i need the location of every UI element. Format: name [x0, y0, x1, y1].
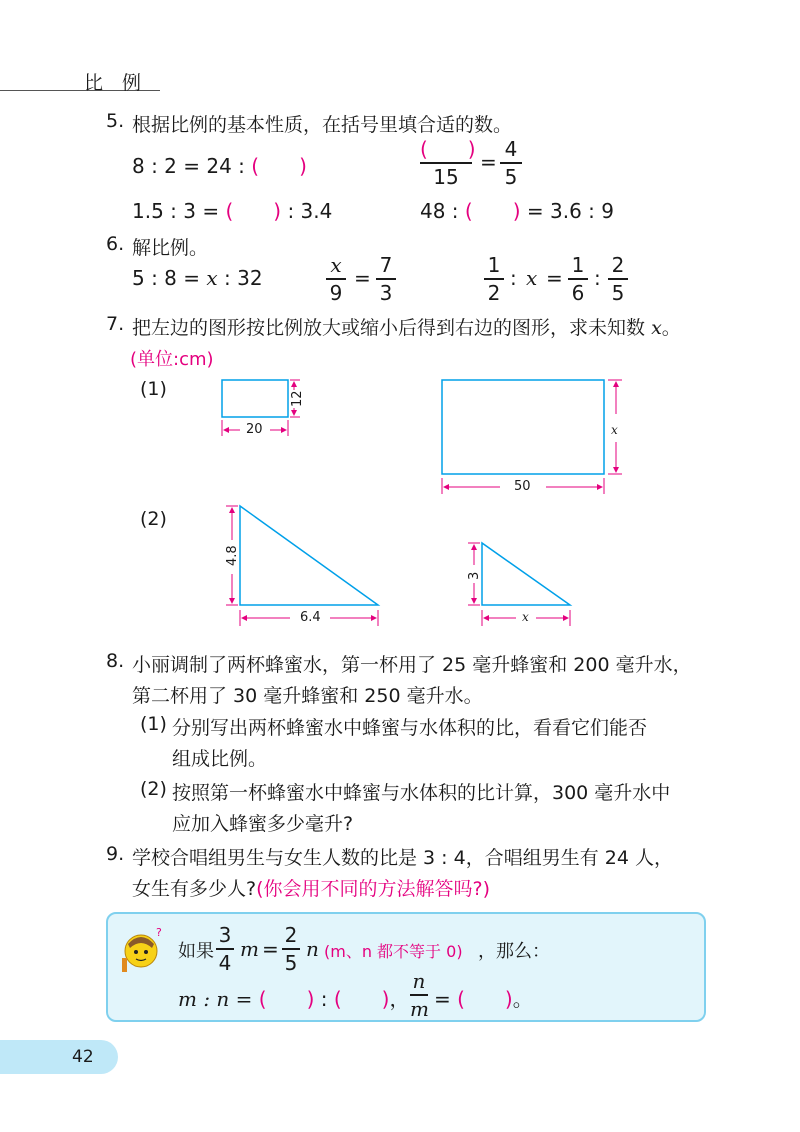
- q7-text-end: 。: [661, 317, 681, 339]
- fraction-bar: [216, 948, 234, 950]
- page-number: 42: [72, 1047, 94, 1067]
- q5-eq4-left: 48 :: [420, 199, 459, 223]
- q7-text-var: x: [651, 317, 662, 339]
- q6-eq2-den: 9: [329, 280, 343, 305]
- q5-eq1-blank[interactable]: ( ): [251, 154, 307, 178]
- tip-blank3[interactable]: ( ): [457, 987, 513, 1011]
- page-number-tab: [0, 1040, 118, 1074]
- tip-f3: [410, 970, 428, 1020]
- q8-line1: 小丽调制了两杯蜂蜜水，第一杯用了 25 毫升蜂蜜和 200 毫升水，: [132, 654, 692, 676]
- q7-text-main: 把左边的图形按比例放大或缩小后得到右边的图形，求未知数: [132, 317, 646, 339]
- header-title: 比 例: [84, 72, 142, 94]
- q6-eq1-a: 5 : 8 =: [132, 266, 201, 290]
- tip-f2: [282, 924, 300, 974]
- rect-small: [222, 380, 288, 417]
- q6-eq3-n1: 1: [487, 253, 501, 277]
- q6-eq2-rnum: 7: [379, 253, 393, 277]
- fraction-bar: [282, 948, 300, 950]
- svg-text:?: ?: [156, 926, 162, 939]
- q7-part2-label: (2): [140, 508, 167, 530]
- tip-f1-den: 4: [218, 950, 232, 975]
- q6-eq3-d1: 2: [487, 280, 501, 305]
- q8-part2-label: (2): [140, 778, 167, 800]
- q6-eq3-x: x: [526, 266, 538, 290]
- rect-small-height-label: 12: [290, 390, 305, 407]
- q5-eq4-right: = 3.6 : 9: [526, 199, 614, 223]
- rect-small-width-label: 20: [246, 422, 263, 437]
- q5-eq2-blank[interactable]: ( ): [420, 137, 476, 161]
- q6-eq3-d2: 6: [571, 280, 585, 305]
- q7-number: 7.: [106, 313, 125, 335]
- tip-blank2[interactable]: ( ): [333, 987, 390, 1011]
- q5-number: 5.: [106, 110, 125, 132]
- q8-part1-line1: 分别写出两杯蜂蜜水中蜂蜜与水体积的比，看看它们能否: [172, 717, 648, 739]
- triangle-large: [240, 506, 378, 605]
- tip-eq: =: [262, 937, 279, 961]
- tip-prefix: 如果: [178, 941, 214, 962]
- q8-part1-line2: 组成比例。: [172, 748, 268, 770]
- rect-large: [442, 380, 604, 474]
- q9-line1: 学校合唱组男生与女生人数的比是 3 : 4，合唱组男生有 24 人，: [132, 847, 673, 869]
- tip-eq2: =: [434, 987, 451, 1011]
- q8-part2-line1: 按照第一杯蜂蜜水中蜂蜜与水体积的比计算，300 毫升水中: [172, 782, 671, 804]
- mascot-icon: [116, 924, 166, 974]
- q6-eq3-equals: =: [546, 266, 563, 290]
- q9-hint: (你会用不同的方法解答吗?): [256, 878, 491, 900]
- tip-then: ，那么：: [478, 941, 550, 962]
- tip-condition: (m、n 都不等于 0): [324, 942, 463, 961]
- q8-number: 8.: [106, 650, 125, 672]
- q6-eq3-n2: 1: [571, 253, 585, 277]
- q6-eq3-colon2: :: [594, 266, 601, 290]
- q5-eq3-blank[interactable]: ( ): [225, 199, 282, 223]
- tri-small-base-label: x: [522, 610, 529, 624]
- q6-eq2-equals: =: [354, 266, 371, 290]
- fraction-bar: [410, 994, 428, 996]
- tip-f1: [216, 924, 234, 974]
- q6-eq3-n3: 2: [611, 253, 625, 277]
- rect-large-height-label: x: [611, 423, 618, 437]
- q6-eq3-colon1: :: [510, 266, 517, 290]
- tip-blank1[interactable]: ( ): [258, 987, 315, 1011]
- q5-eq2-rnum: 4: [504, 137, 518, 161]
- q5-eq1-left: 8 : 2 = 24 :: [132, 154, 245, 178]
- tip-f3-num: n: [412, 969, 426, 993]
- tri-small-height-label: 3: [467, 571, 482, 580]
- tip-f3-den: m: [410, 996, 429, 1021]
- q5-eq3-left: 1.5 : 3 =: [132, 199, 220, 223]
- tip-f1-num: 3: [218, 923, 232, 947]
- q8-part1-label: (1): [140, 713, 167, 735]
- tip-line2: [178, 983, 409, 1012]
- q6-eq2-num: x: [330, 253, 342, 277]
- tip-line2-a: m : n =: [178, 987, 253, 1011]
- tip-f2-den: 5: [284, 950, 298, 975]
- q8-part2-line2: 应加入蜂蜜多少毫升?: [172, 813, 354, 835]
- q7-part1-label: (1): [140, 378, 167, 400]
- triangle-small: [482, 543, 570, 605]
- q5-text: 根据比例的基本性质，在括号里填合适的数。: [132, 114, 513, 136]
- q9-number: 9.: [106, 843, 125, 865]
- q6-eq3-d3: 5: [611, 280, 625, 305]
- tip-m: m: [240, 937, 259, 961]
- q7-unit: (单位:cm): [130, 349, 214, 370]
- tip-colon: :: [320, 987, 328, 1011]
- tri-large-height-label: 4.8: [225, 545, 240, 566]
- q6-text: 解比例。: [132, 237, 209, 259]
- q9-line2: [132, 874, 490, 901]
- q5-eq2-den: 15: [433, 164, 459, 189]
- q5-eq4-blank[interactable]: ( ): [464, 199, 521, 223]
- q5-eq2-rden: 5: [504, 164, 518, 189]
- q5-eq3-right: : 3.4: [287, 199, 333, 223]
- tip-line2-end: [434, 983, 533, 1012]
- q9-line2-text: 女生有多少人?: [132, 878, 257, 900]
- tip-end: 。: [512, 987, 533, 1011]
- q8-line2: 第二杯用了 30 毫升蜂蜜和 250 毫升水。: [132, 685, 483, 707]
- tip-n: n: [306, 937, 319, 961]
- q6-eq2-rden: 3: [379, 280, 393, 305]
- q5-eq2-equals: =: [480, 150, 497, 174]
- tip-comma: ，: [389, 987, 410, 1011]
- rect-large-width-label: 50: [514, 479, 531, 494]
- tip-f2-num: 2: [284, 923, 298, 947]
- q6-eq1-x: x: [206, 266, 218, 290]
- tri-large-base-label: 6.4: [300, 610, 321, 625]
- q6-eq1-b: : 32: [224, 266, 263, 290]
- q6-number: 6.: [106, 233, 125, 255]
